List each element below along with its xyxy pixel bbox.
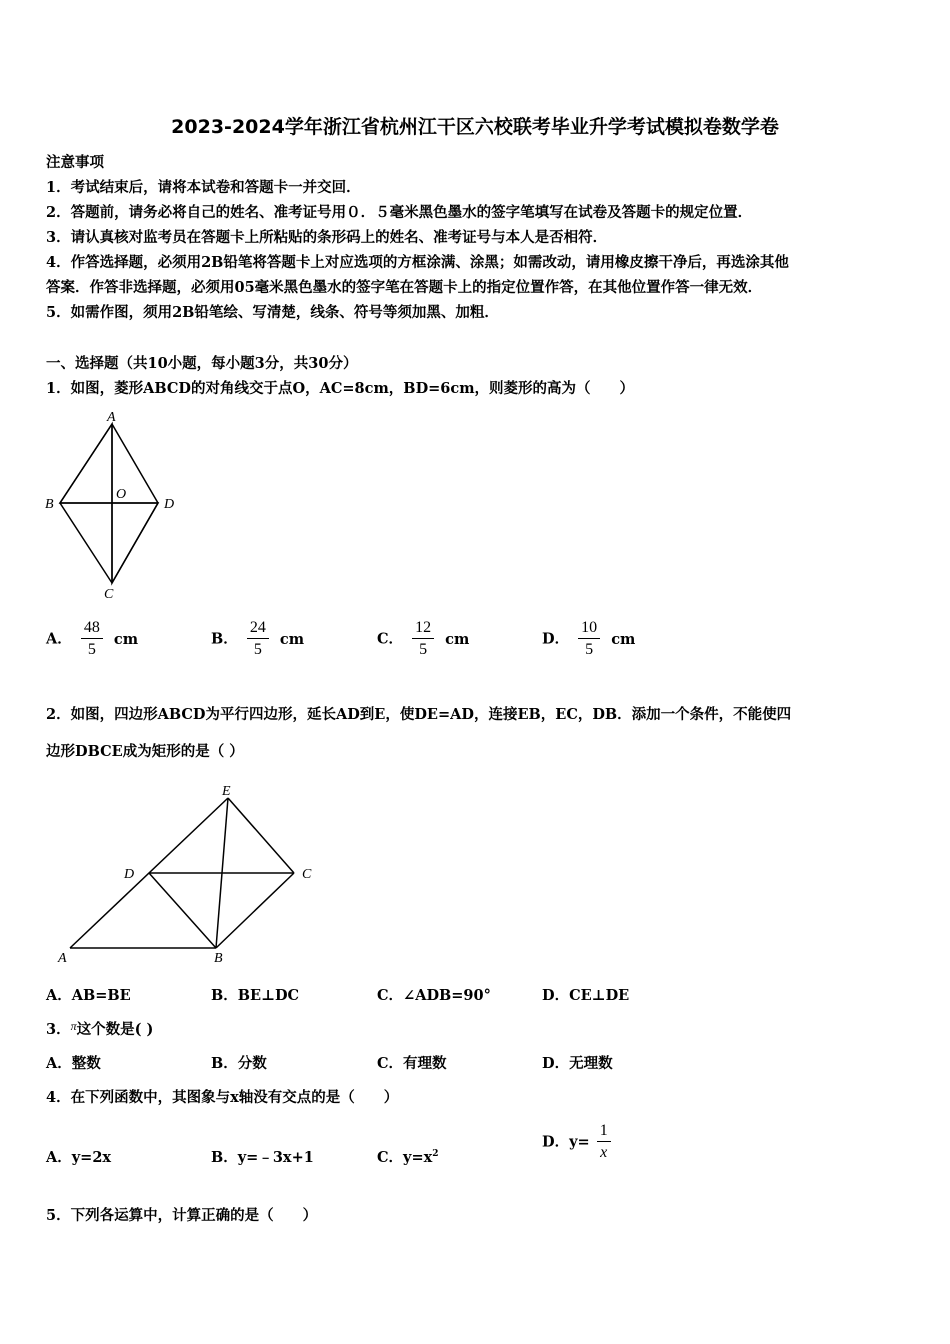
q1-option-a[interactable] xyxy=(46,618,138,661)
fraction-numerator: 12 xyxy=(412,618,434,639)
page-title: 2023-2024学年浙江省杭州江干区六校联考毕业升学考试模拟卷数学卷 xyxy=(171,116,779,138)
q3-option-a[interactable]: A．整数 xyxy=(46,1055,101,1072)
unit-label: cm xyxy=(113,630,139,648)
q1-option-a-fraction xyxy=(81,618,103,661)
q2-option-b[interactable]: B．BE⊥DC xyxy=(211,987,300,1004)
q1-option-d-letter: D． xyxy=(542,630,570,648)
question-3-number: 3． xyxy=(46,1021,71,1038)
label-e: E xyxy=(222,784,231,799)
fraction-numerator: 48 xyxy=(81,618,103,639)
q2-option-d[interactable]: D．CE⊥DE xyxy=(542,987,630,1004)
q1-option-a-letter: A． xyxy=(46,630,72,648)
label-c: C xyxy=(104,587,114,602)
notice-item-4-cont: 答案．作答非选择题，必须用05毫米黑色墨水的签字笔在答题卡上的指定位置作答，在其他位置作答一律无效． xyxy=(46,279,763,296)
fraction-denominator: 5 xyxy=(585,641,594,658)
label-d: D xyxy=(124,867,135,882)
label-c: C xyxy=(302,867,312,882)
q1-option-b-letter: B． xyxy=(211,630,238,648)
notice-item-5: 5．如需作图，须用2B铅笔绘、写清楚，线条、符号等须加黑、加粗． xyxy=(46,304,499,321)
q4-option-b[interactable]: B．y=﹣3x+1 xyxy=(211,1149,314,1166)
notice-item-3: 3．请认真核对监考员在答题卡上所粘贴的条形码上的姓名、准考证号与本人是否相符． xyxy=(46,229,608,246)
section-heading: 一、选择题（共10小题，每小题3分，共30分） xyxy=(46,355,358,372)
fraction-denominator: 5 xyxy=(87,641,96,658)
label-a: A xyxy=(107,410,116,425)
exponent: 2 xyxy=(432,1149,439,1160)
question-1-stem: 1．如图，菱形ABCD的对角线交于点O，AC=8cm，BD=6cm，则菱形的高为（ ） xyxy=(46,380,635,397)
label-b: B xyxy=(45,497,54,512)
fraction-denominator: x xyxy=(600,1144,608,1161)
notice-item-4: 4．作答选择题，必须用2B铅笔将答题卡上对应选项的方框涂满、涂黑；如需改动，请用橡皮擦干净后，再选涂其他 xyxy=(46,254,789,271)
parallelogram-figure xyxy=(50,778,330,968)
question-2-stem-line-1: 2．如图，四边形ABCD为平行四边形，延长AD到E，使DE=AD，连接EB，EC，DB．添加一个条件，不能使四 xyxy=(46,706,792,723)
q2-option-c[interactable]: C．∠ADB=90° xyxy=(377,987,491,1004)
unit-label: cm xyxy=(279,630,305,648)
q4-option-c-text: C．y=x xyxy=(377,1149,433,1166)
q3-option-d[interactable]: D．无理数 xyxy=(542,1055,613,1072)
segment-db xyxy=(149,873,216,948)
unit-label: cm xyxy=(611,630,636,648)
pi-symbol: π xyxy=(70,1019,77,1033)
fraction-numerator: 1 xyxy=(597,1121,611,1142)
q4-option-d[interactable] xyxy=(542,1121,611,1164)
q4-option-d-prefix: D．y= xyxy=(542,1133,590,1151)
unit-label: cm xyxy=(445,630,470,648)
question-3-text: 这个数是( ) xyxy=(76,1021,154,1038)
q4-option-a[interactable]: A．y=2x xyxy=(46,1149,112,1166)
q3-option-b[interactable]: B．分数 xyxy=(211,1055,267,1072)
q1-option-c-letter: C． xyxy=(377,630,404,648)
q1-option-c-fraction xyxy=(412,618,434,661)
label-d: D xyxy=(164,497,175,512)
label-o: O xyxy=(116,487,127,502)
fraction-numerator: 10 xyxy=(578,618,600,639)
fraction-denominator: 5 xyxy=(419,641,428,658)
q3-option-c[interactable]: C．有理数 xyxy=(377,1055,447,1072)
segment-bc xyxy=(216,873,294,948)
notice-heading: 注意事项 xyxy=(46,154,104,171)
q1-option-b[interactable] xyxy=(211,618,304,661)
q1-option-d[interactable] xyxy=(542,618,635,661)
question-2-stem-line-2: 边形DBCE成为矩形的是（ ） xyxy=(46,743,244,760)
rhombus-figure xyxy=(40,408,190,604)
q4-option-c[interactable] xyxy=(377,1146,439,1167)
q1-option-b-fraction xyxy=(247,618,269,661)
q1-option-c[interactable] xyxy=(377,618,469,661)
notice-item-1: 1．考试结束后，请将本试卷和答题卡一并交回． xyxy=(46,179,361,196)
label-b: B xyxy=(214,951,223,966)
q4-option-d-fraction xyxy=(597,1121,611,1164)
fraction-denominator: 5 xyxy=(253,641,262,658)
label-a: A xyxy=(58,951,67,966)
segment-ec xyxy=(228,798,294,873)
fraction-numerator: 24 xyxy=(247,618,269,639)
q2-option-a[interactable]: A．AB=BE xyxy=(46,987,131,1004)
question-4-stem: 4．在下列函数中，其图象与x轴没有交点的是（ ） xyxy=(46,1089,399,1106)
q1-option-d-fraction xyxy=(578,618,600,661)
notice-item-2: 2．答题前，请务必将自己的姓名、准考证号用０．５毫米黑色墨水的签字笔填写在试卷及答题卡的规定位置． xyxy=(46,204,753,221)
notice-block xyxy=(46,150,789,325)
question-3-stem xyxy=(46,1018,153,1039)
question-5-stem: 5．下列各运算中，计算正确的是（ ） xyxy=(46,1207,318,1224)
